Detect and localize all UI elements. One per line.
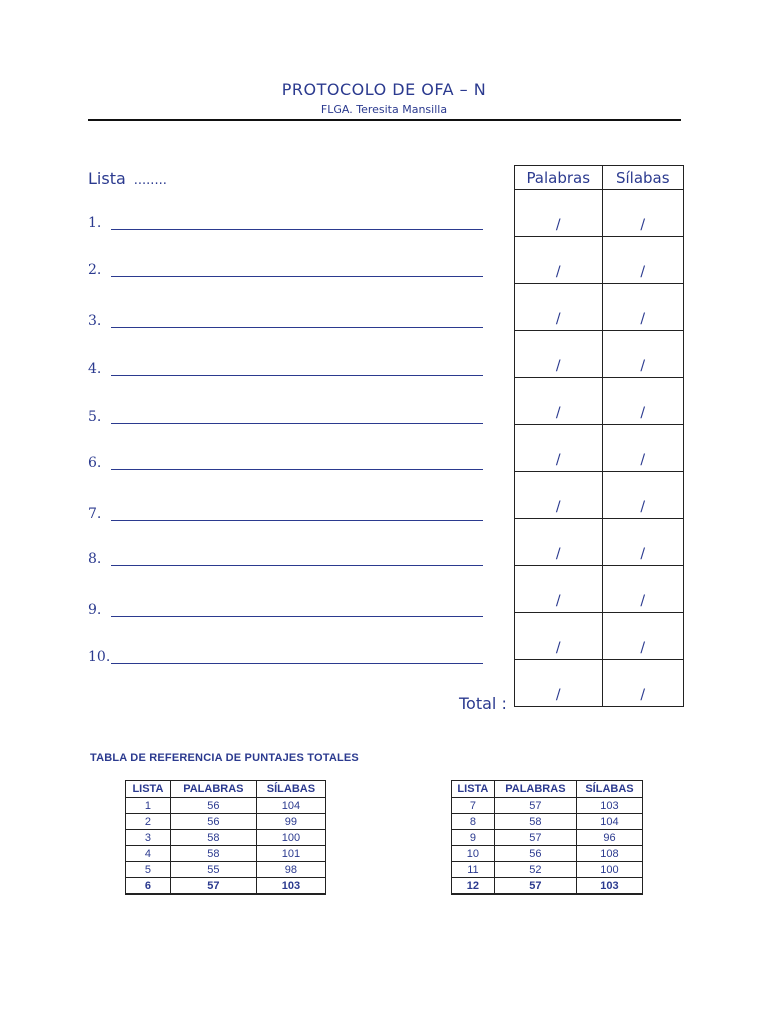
row-number: 10. (88, 649, 111, 665)
silabas-cell[interactable]: / (602, 660, 683, 707)
row-number: 8. (88, 551, 102, 567)
score-row (515, 613, 684, 660)
silabas-column-header: SÍLABAS (576, 781, 642, 798)
header-divider (88, 119, 681, 121)
reference-row (126, 830, 326, 846)
palabras-cell: 58 (170, 830, 256, 846)
palabras-cell[interactable]: / (515, 566, 603, 613)
palabras-header: Palabras (515, 166, 603, 190)
lista-column-header: LISTA (452, 781, 495, 798)
row-number: 3. (88, 313, 102, 329)
row-number: 9. (88, 602, 102, 618)
palabras-cell[interactable]: / (515, 331, 603, 378)
silabas-cell[interactable]: / (602, 190, 683, 237)
silabas-cell: 104 (256, 798, 325, 814)
reference-header-row (452, 781, 643, 798)
reference-row (452, 830, 643, 846)
silabas-cell: 104 (576, 814, 642, 830)
lista-column-header: LISTA (126, 781, 171, 798)
score-row (515, 472, 684, 519)
silabas-cell: 103 (576, 878, 642, 895)
reference-row (126, 846, 326, 862)
total-row (515, 660, 684, 707)
row-number: 1. (88, 215, 102, 231)
palabras-cell: 55 (170, 862, 256, 878)
lista-cell: 8 (452, 814, 495, 830)
reference-row (452, 878, 643, 895)
silabas-cell: 100 (576, 862, 642, 878)
reference-row (452, 814, 643, 830)
reference-row (126, 878, 326, 895)
reference-row (452, 798, 643, 814)
lista-label-text: Lista (88, 169, 126, 188)
palabras-cell[interactable]: / (515, 472, 603, 519)
silabas-cell[interactable]: / (602, 566, 683, 613)
lista-label (88, 169, 167, 188)
answer-line[interactable] (111, 423, 483, 424)
answer-line[interactable] (111, 565, 483, 566)
document-title: PROTOCOLO DE OFA – N (281, 80, 487, 99)
score-row (515, 378, 684, 425)
palabras-cell[interactable]: / (515, 660, 603, 707)
score-table (514, 165, 684, 707)
answer-line[interactable] (111, 616, 483, 617)
reference-table-right (451, 780, 643, 895)
score-row (515, 237, 684, 284)
silabas-cell[interactable]: / (602, 519, 683, 566)
lista-cell: 12 (452, 878, 495, 895)
silabas-cell: 99 (256, 814, 325, 830)
reference-row (126, 862, 326, 878)
score-row (515, 425, 684, 472)
silabas-cell[interactable]: / (602, 237, 683, 284)
score-row (515, 566, 684, 613)
reference-table-left (125, 780, 326, 895)
score-table-header (515, 166, 684, 190)
row-number: 4. (88, 361, 102, 377)
lista-cell: 7 (452, 798, 495, 814)
answer-line[interactable] (111, 469, 483, 470)
silabas-cell: 100 (256, 830, 325, 846)
row-number: 2. (88, 262, 102, 278)
answer-line[interactable] (111, 520, 483, 521)
silabas-header: Sílabas (602, 166, 683, 190)
silabas-cell[interactable]: / (602, 378, 683, 425)
reference-row (126, 798, 326, 814)
palabras-cell: 57 (494, 830, 576, 846)
palabras-column-header: PALABRAS (170, 781, 256, 798)
lista-cell: 10 (452, 846, 495, 862)
silabas-cell[interactable]: / (602, 472, 683, 519)
answer-line[interactable] (111, 375, 483, 376)
palabras-cell: 57 (170, 878, 256, 895)
palabras-cell[interactable]: / (515, 378, 603, 425)
silabas-cell: 98 (256, 862, 325, 878)
lista-cell: 3 (126, 830, 171, 846)
palabras-cell: 56 (170, 798, 256, 814)
silabas-cell[interactable]: / (602, 425, 683, 472)
silabas-cell[interactable]: / (602, 613, 683, 660)
reference-row (126, 814, 326, 830)
reference-row (452, 862, 643, 878)
reference-header-row (126, 781, 326, 798)
silabas-column-header: SÍLABAS (256, 781, 325, 798)
silabas-cell[interactable]: / (602, 331, 683, 378)
palabras-cell[interactable]: / (515, 519, 603, 566)
lista-number-blank: ........ (133, 173, 167, 188)
answer-line[interactable] (111, 276, 483, 277)
document-author: FLGA. Teresita Mansilla (320, 103, 448, 116)
row-number: 5. (88, 409, 102, 425)
reference-heading: TABLA DE REFERENCIA DE PUNTAJES TOTALES (90, 752, 359, 764)
lista-cell: 11 (452, 862, 495, 878)
total-label: Total : (459, 694, 507, 713)
lista-cell: 2 (126, 814, 171, 830)
score-row (515, 190, 684, 237)
palabras-cell: 56 (494, 846, 576, 862)
lista-cell: 9 (452, 830, 495, 846)
score-row (515, 331, 684, 378)
palabras-cell[interactable]: / (515, 237, 603, 284)
silabas-cell: 101 (256, 846, 325, 862)
lista-cell: 5 (126, 862, 171, 878)
palabras-cell[interactable]: / (515, 425, 603, 472)
lista-cell: 1 (126, 798, 171, 814)
palabras-cell: 52 (494, 862, 576, 878)
palabras-column-header: PALABRAS (494, 781, 576, 798)
palabras-cell: 57 (494, 798, 576, 814)
silabas-cell: 103 (576, 798, 642, 814)
reference-row (452, 846, 643, 862)
answer-line[interactable] (111, 229, 483, 230)
silabas-cell: 103 (256, 878, 325, 895)
score-row (515, 519, 684, 566)
score-row (515, 284, 684, 331)
silabas-cell: 108 (576, 846, 642, 862)
silabas-cell: 96 (576, 830, 642, 846)
silabas-cell[interactable]: / (602, 284, 683, 331)
answer-line[interactable] (111, 663, 483, 664)
palabras-cell[interactable]: / (515, 613, 603, 660)
row-number: 6. (88, 455, 102, 471)
lista-cell: 4 (126, 846, 171, 862)
palabras-cell: 58 (170, 846, 256, 862)
palabras-cell[interactable]: / (515, 190, 603, 237)
answer-line[interactable] (111, 327, 483, 328)
palabras-cell: 57 (494, 878, 576, 895)
palabras-cell: 56 (170, 814, 256, 830)
palabras-cell: 58 (494, 814, 576, 830)
lista-cell: 6 (126, 878, 171, 895)
palabras-cell[interactable]: / (515, 284, 603, 331)
row-number: 7. (88, 506, 102, 522)
